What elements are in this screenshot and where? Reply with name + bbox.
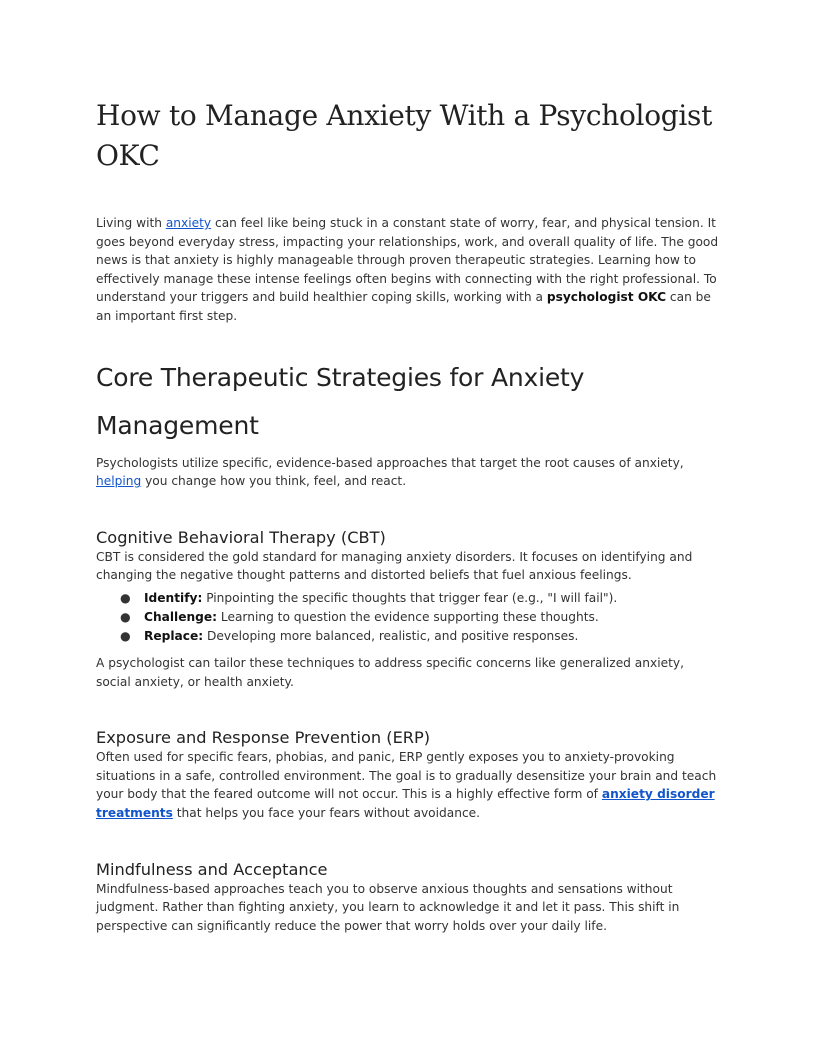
list-item	[120, 589, 722, 608]
list-item-text: Learning to question the evidence supporting these thoughts.	[217, 609, 599, 624]
erp-body-post: that helps you face your fears without avoidance.	[172, 805, 481, 820]
cbt-heading: Cognitive Behavioral Therapy (CBT)	[96, 527, 386, 547]
cbt-list	[96, 589, 722, 646]
helping-link[interactable]: helping	[96, 474, 142, 489]
erp-heading: Exposure and Response Prevention (ERP)	[96, 728, 431, 748]
section-intro-paragraph	[96, 454, 722, 491]
intro-paragraph	[96, 214, 722, 326]
list-item-text: Pinpointing the specific thoughts that trigger fear (e.g., "I will fail").	[202, 590, 618, 605]
mindfulness-heading: Mindfulness and Acceptance	[96, 859, 328, 879]
list-item-text: Developing more balanced, realistic, and positive responses.	[203, 628, 579, 643]
section-heading	[96, 354, 722, 450]
list-item-label: Challenge:	[144, 609, 218, 624]
list-item	[120, 608, 722, 627]
list-item-label: Identify:	[144, 590, 203, 605]
mindfulness-body: Mindfulness-based approaches teach you to observe anxious thoughts and sensations without judgment. Rather than fighting anxiety, you learn to acknowledge it and let it pass. This shift in perspective can significantly reduce the power that worry holds over your daily life.	[96, 881, 680, 933]
intro-text-post: can be an important first step.	[96, 290, 711, 323]
bullet-icon: ●	[120, 590, 131, 605]
cbt-body: CBT is considered the gold standard for managing anxiety disorders. It focuses on identifying and changing the negative thought patterns and distorted beliefs that fuel anxious feelings.	[96, 549, 693, 583]
bullet-icon: ●	[120, 628, 131, 643]
intro-bold-keyword: psychologist OKC	[546, 290, 667, 305]
erp-body	[96, 748, 722, 822]
section-intro-pre: Psychologists utilize specific, evidence-based approaches that target the root causes of anxiety,	[96, 455, 684, 470]
list-item	[120, 627, 722, 646]
erp-body-pre: Often used for specific fears, phobias, and panic, ERP gently exposes you to anxiety-provoking situations in a safe, controlled environment. The goal is to gradually desensitize your brain and teach your body that the feared outcome will not occur. This is a highly effective form of	[96, 750, 717, 802]
document-page	[96, 96, 722, 935]
anxiety-disorder-treatments-link[interactable]: anxiety disorder treatments	[96, 787, 715, 820]
bullet-icon: ●	[120, 609, 131, 624]
page-title: How to Manage Anxiety With a Psychologist OKC	[96, 99, 713, 172]
section-heading-line2: Management	[96, 410, 259, 440]
intro-text-mid: can feel like being stuck in a constant state of worry, fear, and physical tension. It goes beyond everyday stress, impacting your relationships, work, and overall quality of life. The good news is that anxiety is highly manageable through proven therapeutic strategies. Learning how to effectively manage these intense feelings often begins with connecting with the right professional. To understand your triggers and build healthier coping skills, working with a	[96, 216, 719, 305]
cbt-after-paragraph: A psychologist can tailor these techniques to address specific concerns like generalized anxiety, social anxiety, or health anxiety.	[96, 655, 684, 689]
section-intro-post: you change how you think, feel, and react.	[141, 474, 407, 489]
anxiety-link[interactable]: anxiety	[165, 216, 212, 230]
section-heading-line1: Core Therapeutic Strategies for Anxiety	[96, 362, 585, 392]
intro-text-pre: Living with	[96, 216, 166, 230]
list-item-label: Replace:	[144, 628, 204, 643]
